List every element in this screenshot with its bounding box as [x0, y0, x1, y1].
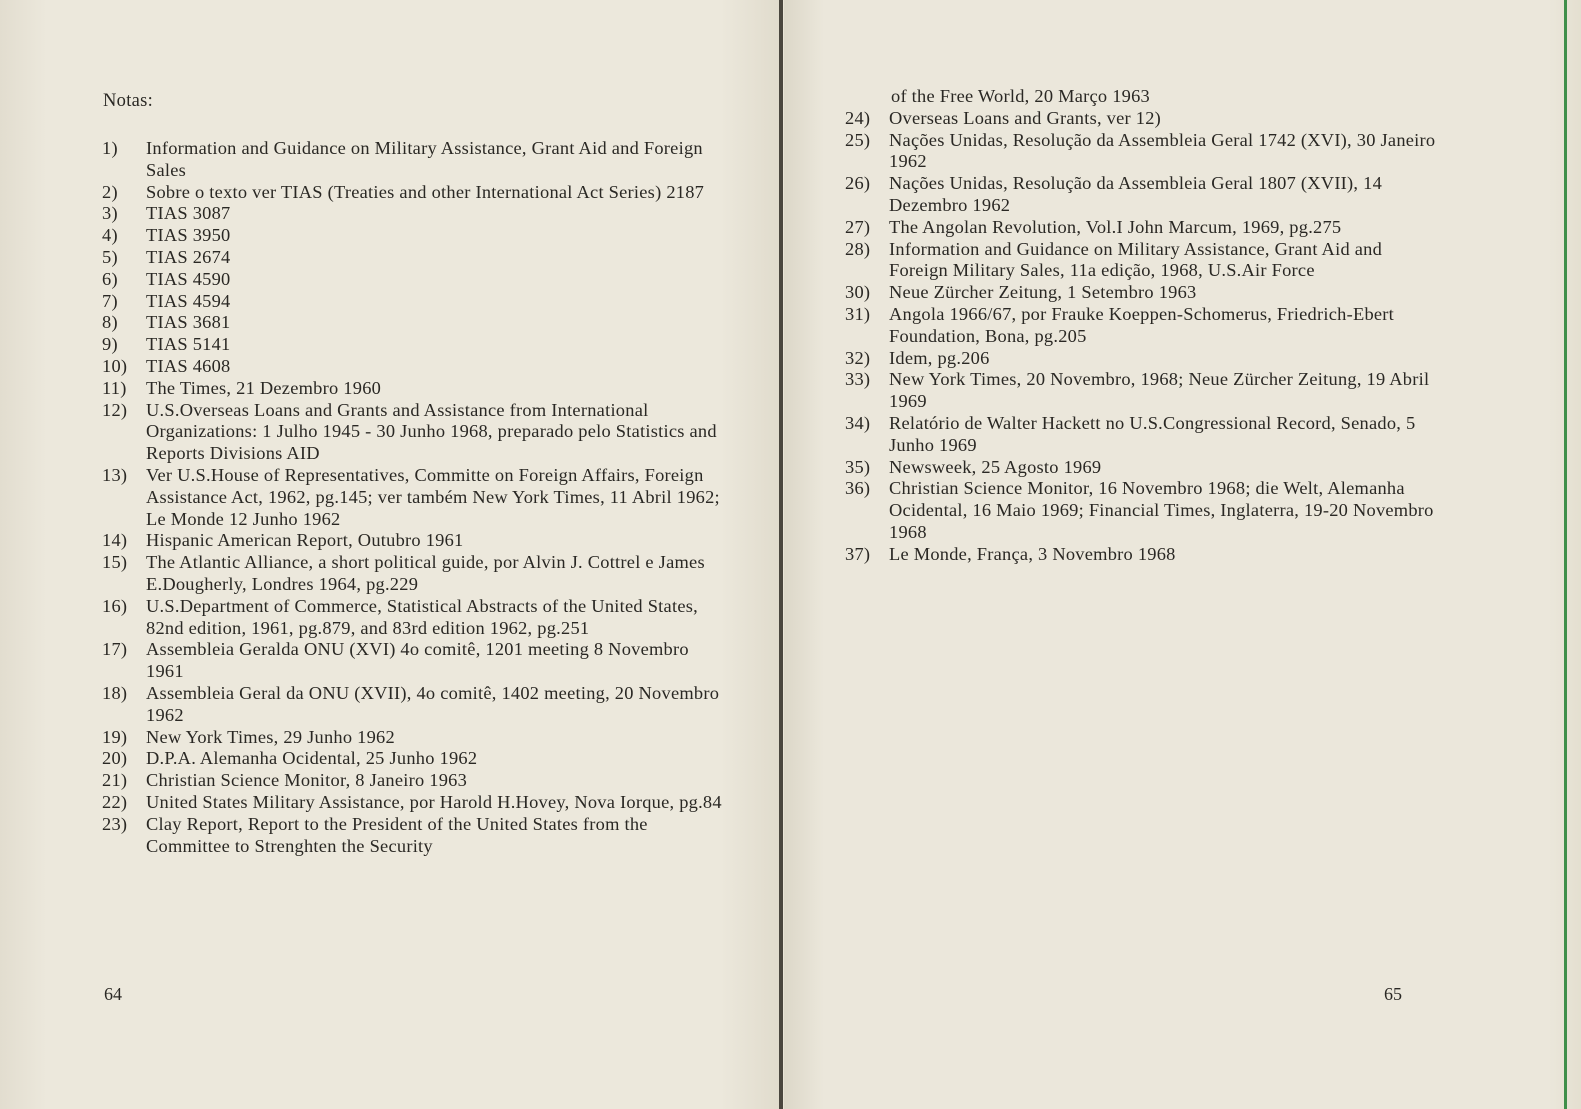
note-number: 3)	[102, 203, 118, 224]
note-number: 16)	[102, 595, 128, 616]
note-text: TIAS 4594	[146, 290, 231, 311]
notes-list-right	[845, 86, 1445, 566]
note-number: 12)	[102, 399, 128, 420]
note-text: TIAS 2674	[146, 246, 231, 267]
list-item	[102, 378, 722, 400]
list-item	[102, 530, 722, 552]
note-text: TIAS 3681	[146, 312, 231, 333]
note-number: 10)	[102, 355, 128, 376]
note-text: New York Times, 20 Novembro, 1968; Neue Zürcher Zeitung, 19 Abril 1969	[889, 369, 1430, 412]
note-number: 33)	[845, 369, 871, 390]
note-number: 35)	[845, 456, 871, 477]
list-item	[102, 203, 722, 225]
note-number: 2)	[102, 181, 118, 202]
list-item	[845, 108, 1445, 130]
note-text: Idem, pg.206	[889, 347, 990, 368]
note-number: 19)	[102, 726, 128, 747]
list-item	[845, 413, 1445, 457]
note-number: 7)	[102, 290, 118, 311]
note-number: 5)	[102, 246, 118, 267]
note-text: Assembleia Geral da ONU (XVII), 4o comitê, 1402 meeting, 20 Novembro 1962	[146, 682, 720, 725]
list-item	[102, 400, 722, 465]
list-item	[102, 356, 722, 378]
list-item	[102, 247, 722, 269]
list-item	[845, 282, 1445, 304]
note-number: 26)	[845, 173, 871, 194]
note-text: Overseas Loans and Grants, ver 12)	[889, 107, 1162, 128]
list-item	[102, 269, 722, 291]
list-item	[102, 639, 722, 683]
list-item	[102, 727, 722, 749]
note-text: TIAS 3087	[146, 203, 231, 224]
list-item	[102, 792, 722, 814]
note-text: Information and Guidance on Military Assistance, Grant Aid and Foreign Sales	[146, 138, 703, 180]
note-number: 6)	[102, 268, 118, 289]
note-text: Hispanic American Report, Outubro 1961	[146, 530, 464, 551]
note-number: 24)	[845, 107, 871, 128]
notes-list-left	[102, 138, 722, 857]
note-number: 20)	[102, 748, 128, 769]
note-text: TIAS 3950	[146, 225, 231, 246]
list-item	[845, 239, 1445, 283]
list-item	[845, 457, 1445, 479]
note-number: 11)	[102, 377, 127, 398]
list-item	[845, 173, 1445, 217]
note-number: 17)	[102, 639, 128, 660]
list-item	[102, 312, 722, 334]
note-text: The Angolan Revolution, Vol.I John Marcum, 1969, pg.275	[889, 216, 1342, 237]
page-edge-marker	[1564, 0, 1567, 1109]
note-text: Nações Unidas, Resolução da Assembleia Geral 1742 (XVI), 30 Janeiro 1962	[889, 129, 1436, 172]
note-text: Christian Science Monitor, 16 Novembro 1968; die Welt, Alemanha Ocidental, 16 Maio 1969; Financial Times, Inglaterra, 19-20 Novembro 1968	[889, 478, 1434, 542]
note-number: 37)	[845, 543, 871, 564]
page-number-right: 65	[1384, 984, 1402, 1004]
note-number: 28)	[845, 238, 871, 259]
list-item	[102, 334, 722, 356]
notes-heading: Notas:	[103, 91, 154, 111]
note-number: 14)	[102, 530, 128, 551]
note-number: 36)	[845, 478, 871, 499]
note-number: 15)	[102, 552, 128, 573]
note-text: TIAS 4608	[146, 355, 231, 376]
list-item	[102, 225, 722, 247]
note-number: 1)	[102, 138, 118, 158]
note-text: Angola 1966/67, por Frauke Koeppen-Schomerus, Friedrich-Ebert Foundation, Bona, pg.205	[889, 303, 1395, 346]
note-text: TIAS 5141	[146, 334, 231, 355]
note-text: The Times, 21 Dezembro 1960	[146, 377, 382, 398]
note-text: Le Monde, França, 3 Novembro 1968	[889, 543, 1176, 564]
note-text: Ver U.S.House of Representatives, Committe on Foreign Affairs, Foreign Assistance Act, 1962, pg.145; ver também New York Times, 11 Abril 1962; Le Monde 12 Junho 1962	[146, 464, 720, 529]
note-text: Sobre o texto ver TIAS (Treaties and other International Act Series) 2187	[146, 181, 705, 202]
note-text: Clay Report, Report to the President of the United States from the Committee to Strenghten the Security	[146, 813, 648, 856]
note-text: Assembleia Geralda ONU (XVI) 4o comitê, 1201 meeting 8 Novembro 1961	[146, 639, 689, 682]
note-text: New York Times, 29 Junho 1962	[146, 726, 395, 747]
list-item	[102, 814, 722, 858]
note-number: 25)	[845, 129, 871, 150]
note-text: D.P.A. Alemanha Ocidental, 25 Junho 1962	[146, 748, 478, 769]
page-number-left: 64	[104, 984, 122, 1004]
list-item	[102, 748, 722, 770]
note-number: 13)	[102, 464, 128, 485]
note-number: 18)	[102, 682, 128, 703]
note-text: Neue Zürcher Zeitung, 1 Setembro 1963	[889, 282, 1197, 303]
list-item	[102, 138, 722, 182]
list-item	[102, 182, 722, 204]
note-number: 8)	[102, 312, 118, 333]
note-text: U.S.Overseas Loans and Grants and Assistance from International Organizations: 1 Julho 1945 - 30 Junho 1968, preparado pelo Statistics and Reports Divisions AID	[146, 399, 717, 464]
note-text: Newsweek, 25 Agosto 1969	[889, 456, 1102, 477]
list-item	[102, 465, 722, 530]
note-text: The Atlantic Alliance, a short political guide, por Alvin J. Cottrel e James E.Dougherly, Londres 1964, pg.229	[146, 552, 705, 594]
note-number: 9)	[102, 334, 118, 355]
note-text: TIAS 4590	[146, 268, 231, 289]
note-text: Christian Science Monitor, 8 Janeiro 1963	[146, 770, 468, 791]
note-text: U.S.Department of Commerce, Statistical Abstracts of the United States, 82nd edition, 1961, pg.879, and 83rd edition 1962, pg.251	[146, 595, 698, 638]
list-item	[845, 304, 1445, 348]
list-item	[102, 596, 722, 640]
note-number: 32)	[845, 347, 871, 368]
list-item	[845, 348, 1445, 370]
note-text: United States Military Assistance, por Harold H.Hovey, Nova Iorque, pg.84	[146, 791, 722, 812]
note-text: Information and Guidance on Military Assistance, Grant Aid and Foreign Military Sales, 11a edição, 1968, U.S.Air Force	[889, 238, 1383, 281]
note-continuation: of the Free World, 20 Março 1963	[891, 86, 1150, 106]
note-number: 22)	[102, 791, 128, 812]
note-text: Nações Unidas, Resolução da Assembleia Geral 1807 (XVII), 14 Dezembro 1962	[889, 173, 1383, 215]
note-number: 4)	[102, 225, 118, 246]
left-page	[0, 0, 782, 1109]
note-text: Relatório de Walter Hackett no U.S.Congressional Record, Senado, 5 Junho 1969	[889, 412, 1416, 455]
note-number: 21)	[102, 770, 128, 791]
list-item	[845, 544, 1445, 566]
note-number: 34)	[845, 412, 871, 433]
list-item	[845, 369, 1445, 413]
list-item	[102, 291, 722, 313]
book-spine	[779, 0, 783, 1109]
list-item	[102, 552, 722, 596]
list-item	[102, 770, 722, 792]
list-item	[102, 683, 722, 727]
list-item	[845, 130, 1445, 174]
list-item	[845, 217, 1445, 239]
note-number: 23)	[102, 813, 128, 834]
note-number: 30)	[845, 282, 871, 303]
note-number: 31)	[845, 303, 871, 324]
note-number: 27)	[845, 216, 871, 237]
list-item	[845, 478, 1445, 543]
